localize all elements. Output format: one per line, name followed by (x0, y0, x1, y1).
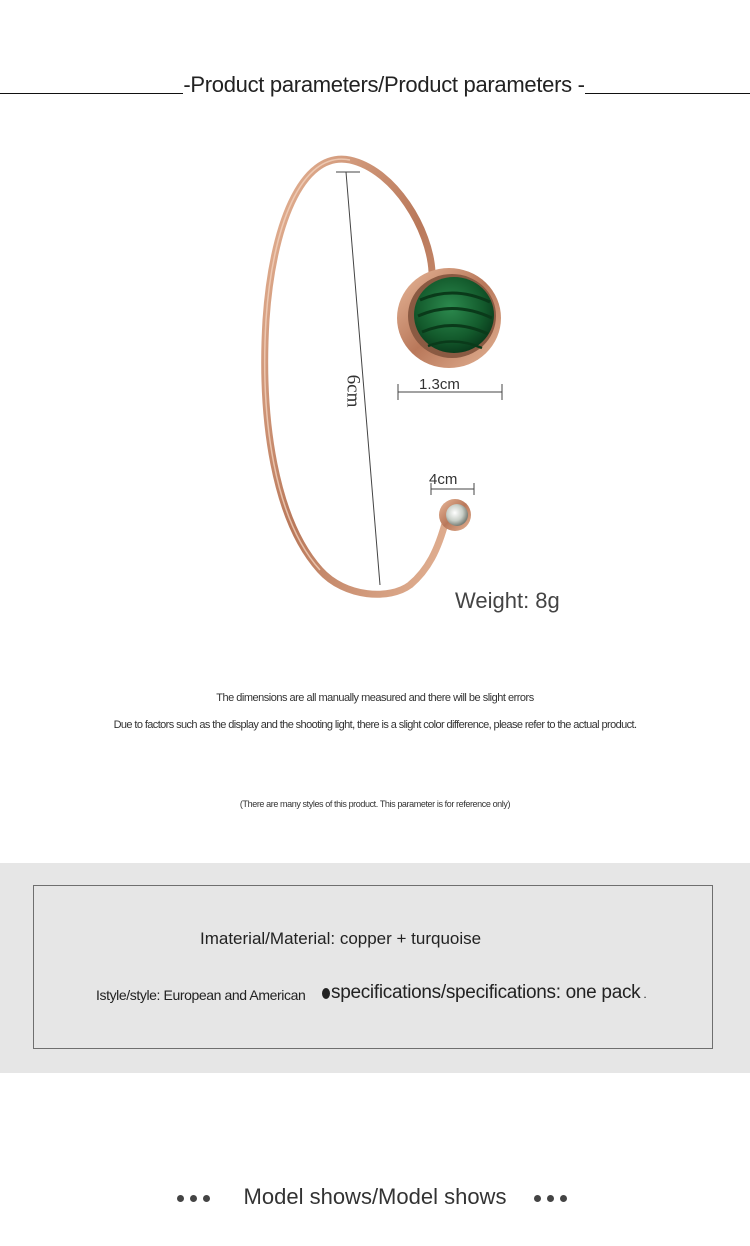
dimension-stone-label: 1.3cm (419, 376, 460, 393)
weight-label: Weight: 8g (455, 588, 560, 613)
model-shows-title: Model shows/Model shows (243, 1184, 507, 1209)
specifications-suffix: . (643, 987, 647, 1001)
dots-right-icon (534, 1195, 567, 1202)
dimension-end-label: 4cm (429, 471, 458, 488)
material-param: Imaterial/Material: copper + turquoise (200, 929, 482, 948)
crystal-cap (446, 504, 468, 526)
reference-note: (There are many styles of this product. This parameter is for reference only) (239, 799, 511, 809)
style-param: Istyle/style: European and American (96, 987, 306, 1003)
dimension-length-label: 6cm (342, 374, 364, 408)
bullet-icon (322, 988, 330, 999)
parameters-band (0, 863, 750, 1073)
specifications-param (322, 982, 646, 1004)
color-note: Due to factors such as the display and the shooting light, there is a slight color difference, please refer to the actual product. (113, 719, 637, 731)
measurement-note: The dimensions are all manually measured and there will be slight errors (216, 692, 534, 704)
model-shows-header (0, 1182, 750, 1214)
section-title: -Product parameters/Product parameters - (183, 72, 585, 97)
specifications-text: specifications/specifications: one pack (331, 982, 641, 1003)
parameters-box (33, 885, 713, 1049)
bangle-highlight (265, 159, 350, 570)
